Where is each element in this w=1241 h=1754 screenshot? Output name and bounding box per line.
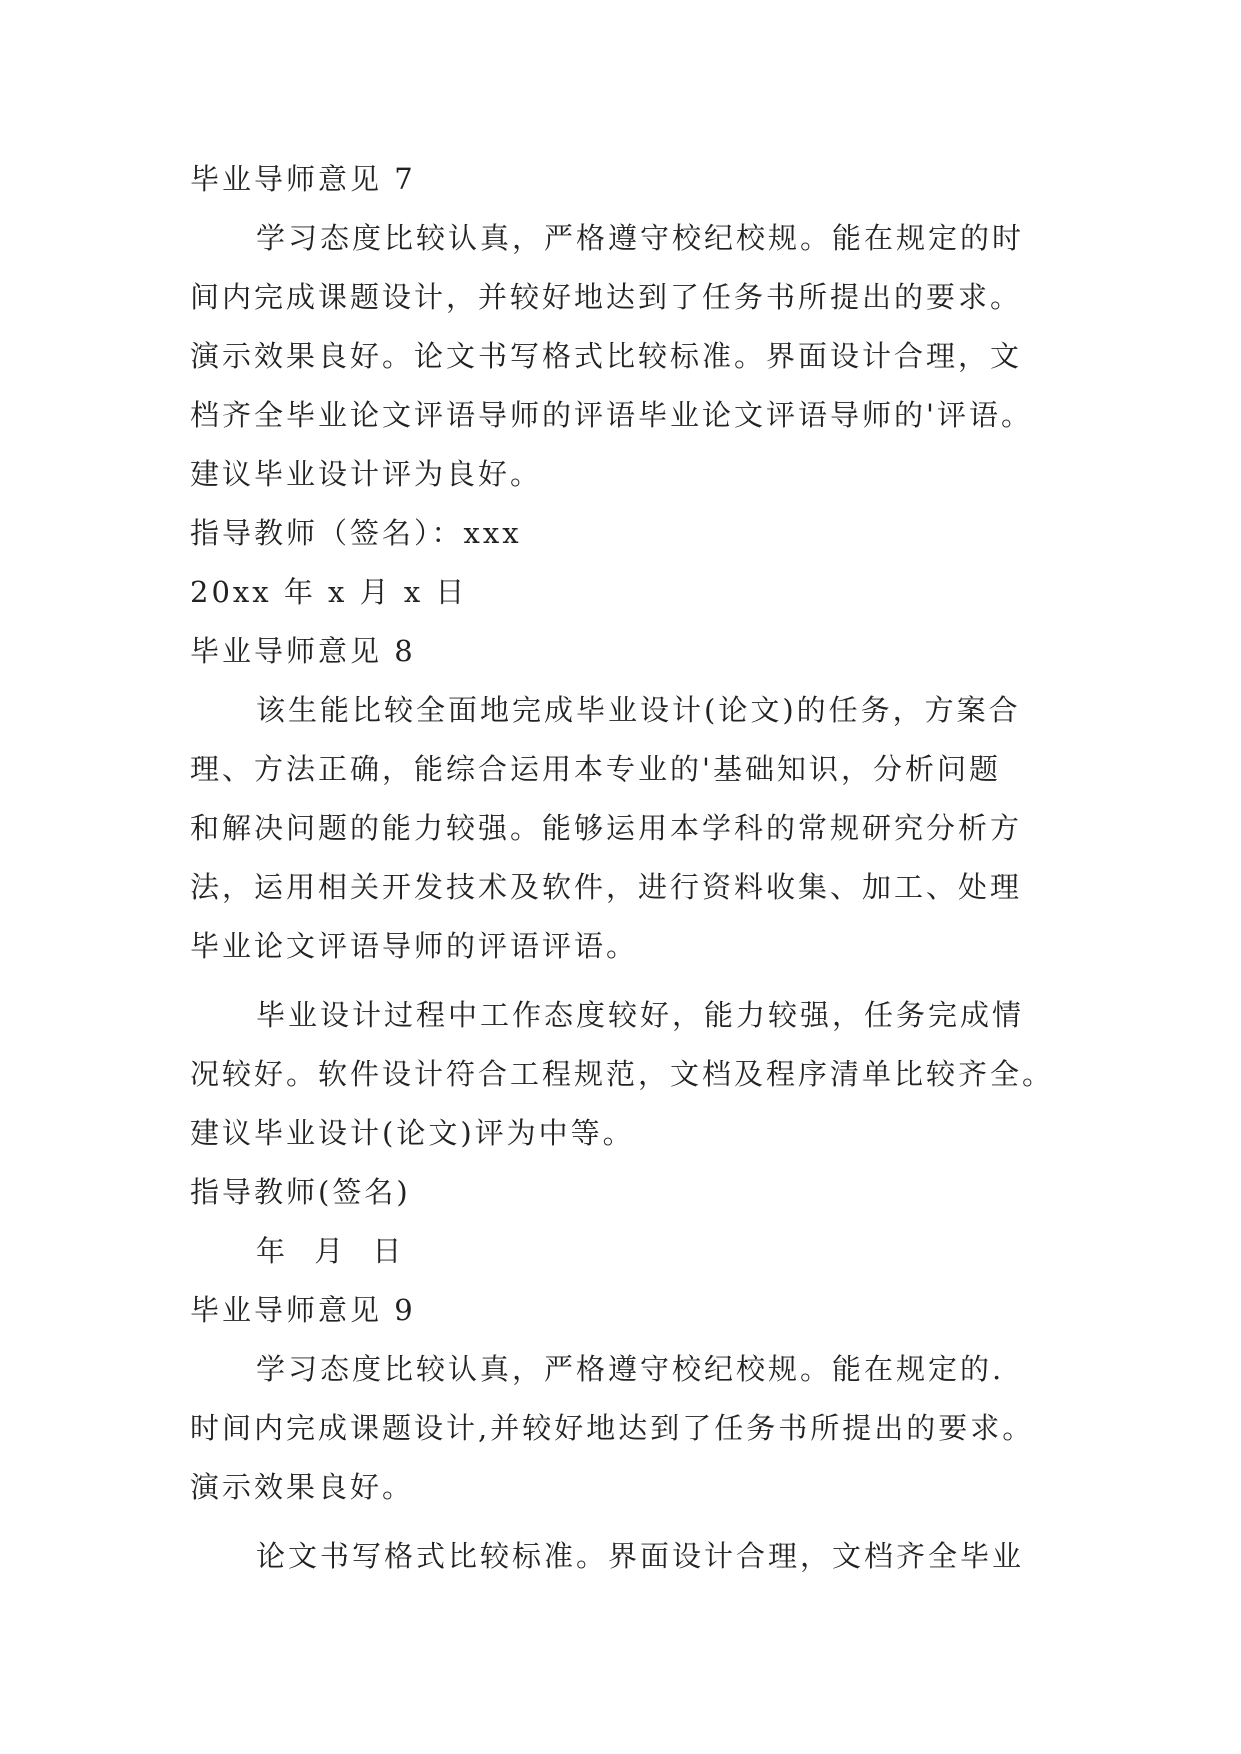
advisor-signature: 指导教师（签名）：xxx xyxy=(190,516,522,550)
advisor-signature: 指导教师(签名) xyxy=(190,1175,411,1209)
paragraph-line: 论文书写格式比较标准。界面设计合理，文档齐全毕业 xyxy=(256,1539,1025,1573)
signature-date: 年 月 日 xyxy=(256,1234,405,1268)
paragraph-line: 档齐全毕业论文评语导师的评语毕业论文评语导师的'评语。 xyxy=(190,398,1033,432)
paragraph-line: 理、方法正确，能综合运用本专业的'基础知识，分析问题 xyxy=(190,752,1001,786)
section-heading-7: 毕业导师意见 7 xyxy=(190,162,416,196)
paragraph-line: 法，运用相关开发技术及软件，进行资料收集、加工、处理 xyxy=(190,870,1023,904)
paragraph-line: 时间内完成课题设计,并较好地达到了任务书所提出的要求。 xyxy=(190,1411,1035,1445)
paragraph-line: 该生能比较全面地完成毕业设计(论文)的任务，方案合 xyxy=(256,693,1021,727)
paragraph-line: 和解决问题的能力较强。能够运用本学科的常规研究分析方 xyxy=(190,811,1023,845)
paragraph-line: 毕业设计过程中工作态度较好，能力较强，任务完成情 xyxy=(256,998,1025,1032)
paragraph-line: 建议毕业设计评为良好。 xyxy=(190,457,543,491)
paragraph-line: 况较好。软件设计符合工程规范，文档及程序清单比较齐全。 xyxy=(190,1057,1055,1091)
section-heading-9: 毕业导师意见 9 xyxy=(190,1293,416,1327)
section-heading-8: 毕业导师意见 8 xyxy=(190,634,416,668)
signature-date: 20xx 年 x 月 x 日 xyxy=(190,575,468,609)
paragraph-line: 建议毕业设计(论文)评为中等。 xyxy=(190,1116,635,1150)
document-body xyxy=(190,150,1070,1586)
paragraph-line: 演示效果良好。 xyxy=(190,1470,415,1504)
paragraph-line: 学习态度比较认真，严格遵守校纪校规。能在规定的. xyxy=(256,1352,1005,1386)
paragraph-line: 毕业论文评语导师的评语评语。 xyxy=(190,929,639,963)
paragraph-line: 学习态度比较认真，严格遵守校纪校规。能在规定的时 xyxy=(256,221,1025,255)
paragraph-line: 间内完成课题设计，并较好地达到了任务书所提出的要求。 xyxy=(190,280,1023,314)
paragraph-line: 演示效果良好。论文书写格式比较标准。界面设计合理，文 xyxy=(190,339,1023,373)
